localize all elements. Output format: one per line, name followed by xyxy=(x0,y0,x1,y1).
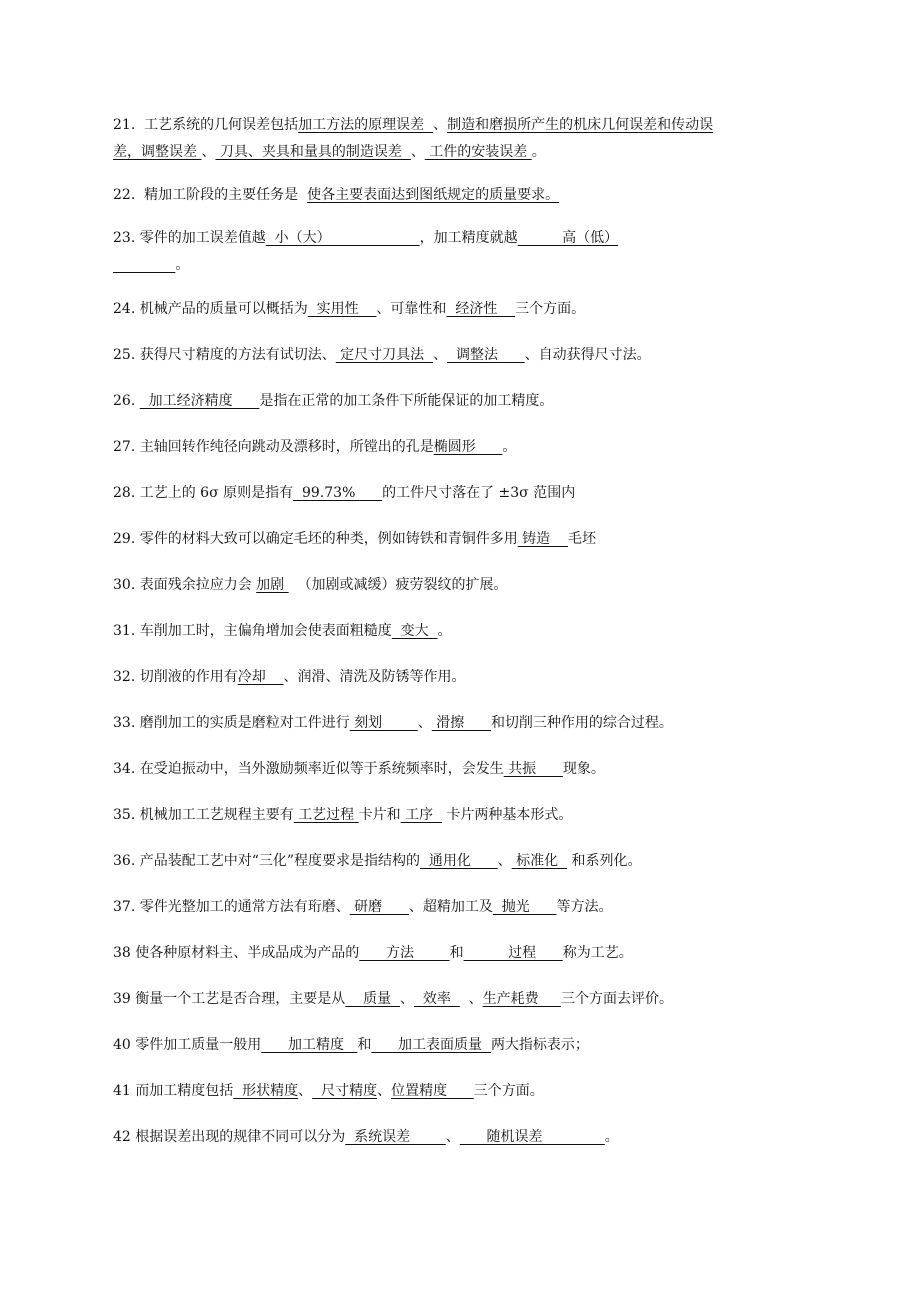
question-text: 、 xyxy=(399,991,414,1007)
question-text: 22. 精加工阶段的主要任务是 xyxy=(113,187,308,203)
answer-blank: 工序 xyxy=(400,807,442,823)
question-text: 和 xyxy=(357,1037,372,1053)
question-text: 39 衡量一个工艺是否合理，主要是从 xyxy=(113,991,346,1007)
answer-blank: 形状精度 xyxy=(233,1083,299,1099)
question-text: 两大指标表示； xyxy=(490,1037,589,1053)
answer-blank: 位置精度 xyxy=(391,1083,474,1099)
answer-blank: 实用性 xyxy=(307,301,377,317)
answer-blank: 加工方法的原理误差 xyxy=(298,117,434,133)
question-text: 卡片和 xyxy=(358,807,401,823)
question-text: 34. 在受迫振动中，当外激励频率近似等于系统频率时，会发生 xyxy=(113,761,504,777)
question-line xyxy=(113,294,823,324)
answer-blank: 工件的安装误差 xyxy=(424,144,532,160)
answer-blank: 过程 xyxy=(463,945,563,961)
answer-blank: 加工经济精度 xyxy=(139,393,260,409)
question-text: 、润滑、清洗及防锈等作用。 xyxy=(283,669,466,685)
answer-blank: 方法 xyxy=(359,945,450,961)
question-line xyxy=(113,662,823,692)
question-line xyxy=(113,340,823,370)
question-text: 。 xyxy=(175,257,190,273)
question-text: 30. 表面残余拉应力会 xyxy=(113,577,257,593)
question-line xyxy=(113,984,823,1014)
question-text: 三个方面去评价。 xyxy=(560,991,673,1007)
question-text: （加剧或减缓）疲劳裂纹的扩展。 xyxy=(288,577,508,593)
question-text: 、 xyxy=(459,991,483,1007)
question-text: 、自动获得尺寸法。 xyxy=(524,347,651,363)
question-text: 、 xyxy=(445,1129,460,1145)
question-text: 42 根据误差出现的规律不同可以分为 xyxy=(113,1129,346,1145)
question-text: 。 xyxy=(604,1129,619,1145)
question-text: 、 xyxy=(298,1083,313,1099)
question-line xyxy=(113,223,823,253)
question-text: 三个方面。 xyxy=(473,1083,544,1099)
question-line xyxy=(113,846,823,876)
question-line xyxy=(113,754,823,784)
question-text: 26. xyxy=(113,393,140,409)
answer-blank: 共振 xyxy=(503,761,563,777)
question-text: 31. 车削加工时，主偏角增加会使表面粗糙度 xyxy=(113,623,392,639)
question-line xyxy=(113,616,823,646)
answer-blank: 椭圆形 xyxy=(433,439,503,455)
question-text: 。 xyxy=(531,144,546,160)
answer-blank: 制造和磨损所产生的机床几何误差和传动误 xyxy=(447,117,714,133)
answer-blank xyxy=(113,257,175,273)
question-text: 、 xyxy=(433,117,448,133)
answer-blank: 系统误差 xyxy=(345,1129,446,1145)
answer-blank: 效率 xyxy=(413,991,460,1007)
question-text: 现象。 xyxy=(562,761,605,777)
answer-blank: 调整法 xyxy=(447,347,525,363)
question-line xyxy=(113,570,823,600)
question-text: 、可靠性和 xyxy=(376,301,447,317)
answer-blank: 高（低） xyxy=(517,230,619,246)
answer-blank: 研磨 xyxy=(349,899,409,915)
answer-blank: 定尺寸刀具法 xyxy=(335,347,434,363)
question-text: 和系列化。 xyxy=(567,853,642,869)
answer-blank: 刻划 xyxy=(349,715,418,731)
answer-blank: 使各主要表面达到图纸规定的质量要求。 xyxy=(307,187,560,203)
answer-blank: 工艺过程 xyxy=(293,807,359,823)
answer-blank: 随机误差 xyxy=(459,1129,605,1145)
question-text: 卡片两种基本形式。 xyxy=(441,807,573,823)
question-text: 27. 主轴回转作纯径向跳动及漂移时，所镗出的孔是 xyxy=(113,439,434,455)
question-line xyxy=(113,180,823,210)
question-text: 、 xyxy=(410,144,425,160)
answer-blank: 铸造 xyxy=(517,531,568,547)
question-line xyxy=(113,110,823,140)
answer-blank: 加工精度 xyxy=(261,1037,358,1053)
question-text: 毛坯 xyxy=(567,531,596,547)
question-text: 21. 工艺系统的几何误差包括 xyxy=(113,117,299,133)
question-text: 33. 磨削加工的实质是磨粒对工件进行 xyxy=(113,715,350,731)
question-text: 和 xyxy=(449,945,464,961)
answer-blank: 冷却 xyxy=(237,669,284,685)
question-text: 。 xyxy=(437,623,452,639)
question-line xyxy=(113,938,823,968)
answer-blank: 加剧 xyxy=(256,577,289,593)
question-text: 、 xyxy=(497,853,512,869)
answer-blank: 质量 xyxy=(345,991,400,1007)
question-line xyxy=(113,1030,823,1060)
question-line xyxy=(113,1076,823,1106)
question-text: 、 xyxy=(201,144,216,160)
question-text: 和切削三种作用的综合过程。 xyxy=(490,715,673,731)
question-text: 三个方面。 xyxy=(515,301,586,317)
question-line xyxy=(113,1122,823,1152)
question-text: 、 xyxy=(417,715,432,731)
question-text: 称为工艺。 xyxy=(562,945,633,961)
question-text: 37. 零件光整加工的通常方法有珩磨、 xyxy=(113,899,350,915)
question-text: 36. 产品装配工艺中对“三化”程度要求是指结构的 xyxy=(113,853,421,869)
question-line xyxy=(113,800,823,830)
question-text: 25. 获得尺寸精度的方法有试切法、 xyxy=(113,347,336,363)
question-line xyxy=(113,478,823,508)
question-text: 38 使各种原材料主、半成品成为产品的 xyxy=(113,945,360,961)
answer-blank: 经济性 xyxy=(446,301,516,317)
answer-blank: 滑擦 xyxy=(431,715,491,731)
question-text: 23. 零件的加工误差值越 xyxy=(113,230,266,246)
answer-blank: 99.73% xyxy=(293,485,360,501)
question-line xyxy=(113,524,823,554)
question-line xyxy=(113,708,823,738)
question-text: 32. 切削液的作用有 xyxy=(113,669,238,685)
answer-blank: 加工表面质量 xyxy=(371,1037,491,1053)
question-text: 的工件尺寸落在了 ±3σ 范围内 xyxy=(382,485,576,501)
question-text: 24. 机械产品的质量可以概括为 xyxy=(113,301,308,317)
question-line xyxy=(113,250,823,280)
answer-blank: 标准化 xyxy=(511,853,567,869)
question-text: 等方法。 xyxy=(556,899,613,915)
question-text: 、超精加工及 xyxy=(408,899,493,915)
question-line xyxy=(113,137,823,167)
question-text: 、 xyxy=(433,347,448,363)
question-line xyxy=(113,432,823,462)
question-text: 29. 零件的材料大致可以确定毛坯的种类，例如铸铁和青铜件多用 xyxy=(113,531,518,547)
question-text: 35. 机械加工工艺规程主要有 xyxy=(113,807,294,823)
answer-blank: 差，调整误差 xyxy=(113,144,202,160)
question-text: 28. 工艺上的 6σ 原则是指有 xyxy=(113,485,294,501)
answer-blank: 刀具、夹具和量具的制造误差 xyxy=(215,144,411,160)
question-line xyxy=(113,386,823,416)
question-text: ，加工精度就越 xyxy=(419,230,518,246)
answer-blank: 变大 xyxy=(391,623,438,639)
answer-blank: 尺寸精度 xyxy=(312,1083,378,1099)
question-text: 、 xyxy=(377,1083,392,1099)
answer-blank: 通用化 xyxy=(420,853,498,869)
question-text: 是指在正常的加工条件下所能保证的加工精度。 xyxy=(259,393,554,409)
answer-blank: 抛光 xyxy=(492,899,557,915)
question-text: 40 零件加工质量一般用 xyxy=(113,1037,262,1053)
question-text: 41 而加工精度包括 xyxy=(113,1083,234,1099)
answer-blank: 生产耗费 xyxy=(482,991,561,1007)
answer-blank: 小（大） xyxy=(265,230,420,246)
answer-blank xyxy=(360,485,382,501)
question-line xyxy=(113,892,823,922)
question-text: 。 xyxy=(502,439,517,455)
